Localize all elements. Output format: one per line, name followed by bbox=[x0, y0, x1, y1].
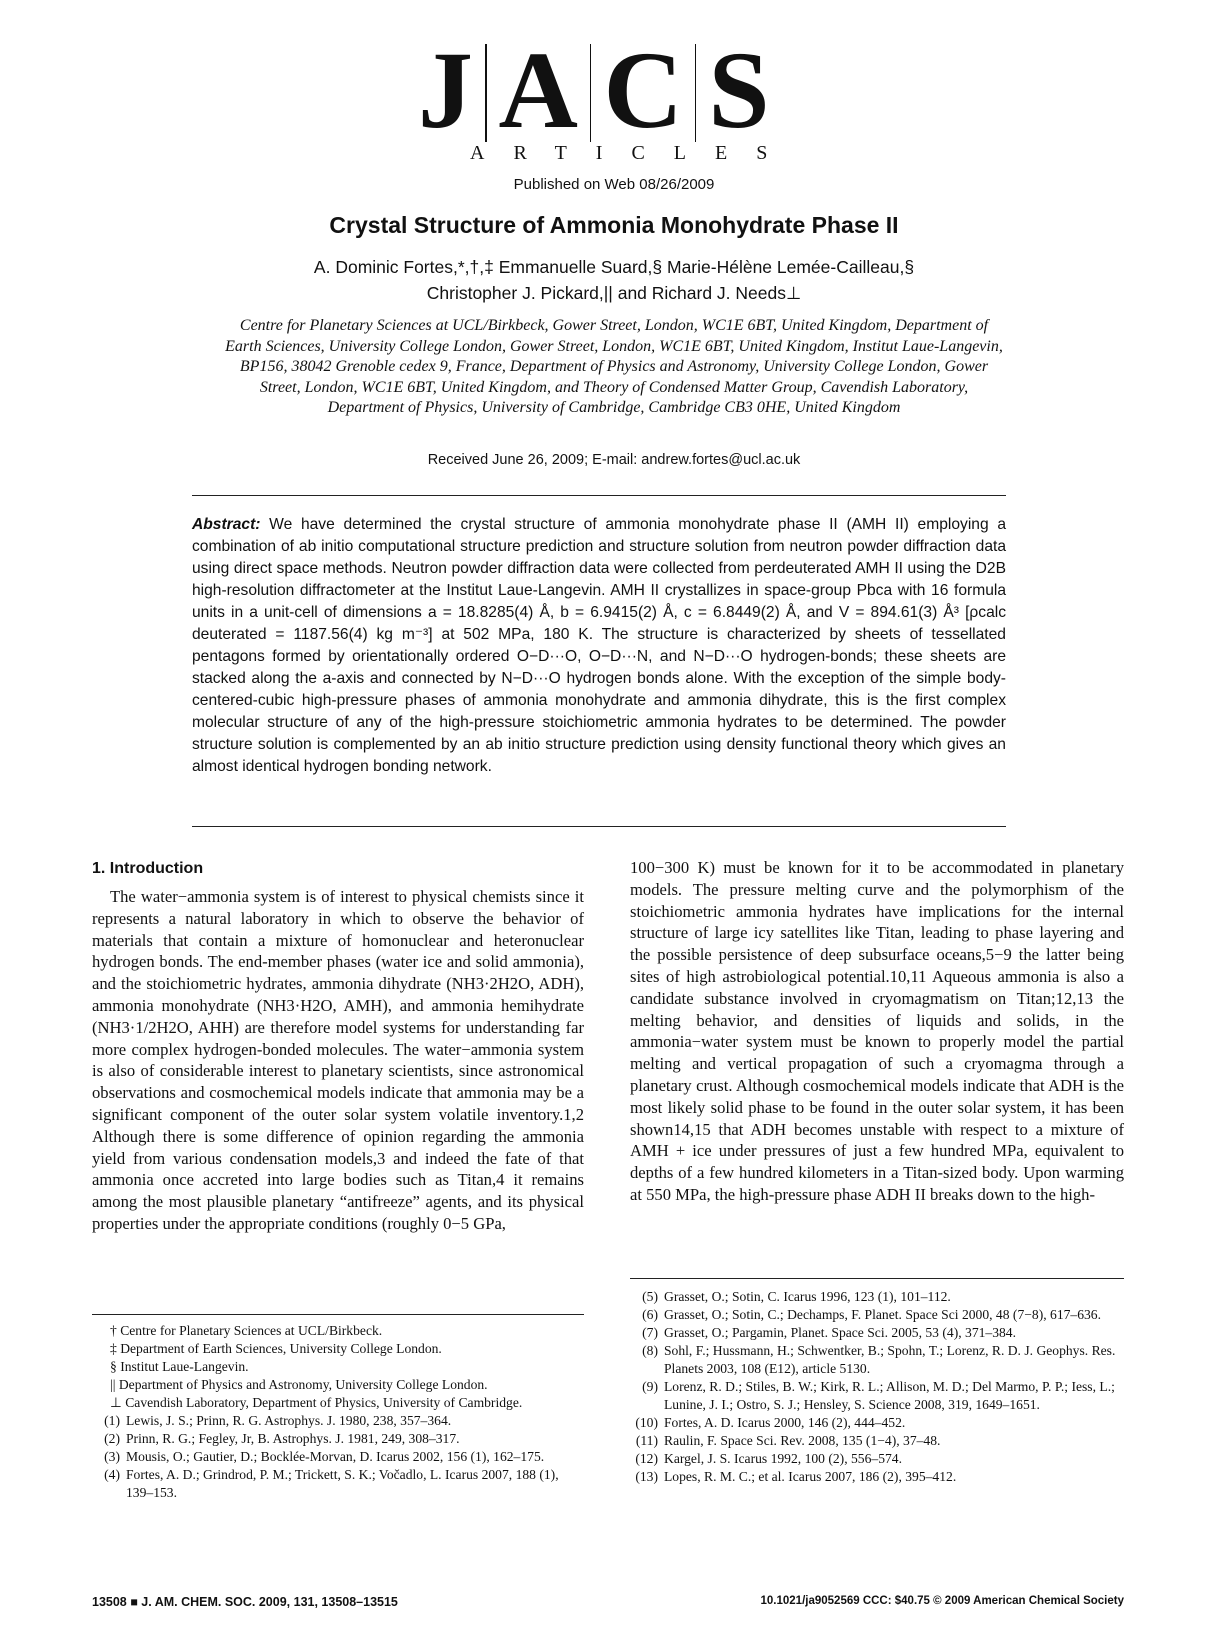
reference-item: (3) Mousis, O.; Gautier, D.; Bocklée-Morvan, D. Icarus 2002, 156 (1), 162–175. bbox=[104, 1449, 545, 1464]
body-paragraph: 100−300 K) must be known for it to be accommodated in planetary models. The pressure melting curve and the polymorphism of the stoichiometric ammonia hydrates have implications for the internal structure of large icy satellites like Titan, leading to phase layering and the possible persistence of deep subsurface oceans,5−9 the latter being sites of high astrobiological potential.10,11 Aqueous ammonia is also a candidate substance involved in cryomagmatism on Titan;12,13 the melting behavior, and densities of liquids and solids, in the ammonia−water system must be known to properly model the partial melting and vertical propagation of such a cryomagma through a planetary crust. Although cosmochemical models indicate that ADH is the most likely solid phase to be found in the outer solar system, it has been shown14,15 that ADH becomes unstable with respect to a mixture of AMH + ice under pressures of just a few hundred MPa, equivalent to depths of a few hundred kilometers in a Titan-sized body. Upon warming at 550 MPa, the high-pressure phase ADH II breaks down to the high- bbox=[630, 858, 1124, 1204]
reference-item: (6) Grasset, O.; Sotin, C.; Dechamps, F. Planet. Space Sci 2000, 48 (7−8), 617–636. bbox=[642, 1307, 1102, 1322]
affiliation-note: † Centre for Planetary Sciences at UCL/Birkbeck. bbox=[110, 1323, 383, 1338]
reference-item: (11) Raulin, F. Space Sci. Rev. 2008, 135 (1−4), 37–48. bbox=[635, 1433, 941, 1448]
reference-item: (13) Lopes, R. M. C.; et al. Icarus 2007, 186 (2), 395–412. bbox=[635, 1469, 957, 1484]
page-footer-citation: 13508 ■ J. AM. CHEM. SOC. 2009, 131, 13508–13515 bbox=[92, 1595, 398, 1609]
reference-item: (5) Grasset, O.; Sotin, C. Icarus 1996, 123 (1), 101–112. bbox=[642, 1289, 951, 1304]
affiliation-note: ⊥ Cavendish Laboratory, Department of Physics, University of Cambridge. bbox=[110, 1395, 523, 1410]
affiliations: Centre for Planetary Sciences at UCL/Birkbeck, Gower Street, London, WC1E 6BT, United Kingdom, Department of Earth Sciences, University College London, Gower Street, London, WC1E 6BT, United Kingdom, Institut Laue-Langevin, BP156, 38042 Grenoble cedex 9, France, Department of Physics and Astronomy, University College London, Gower Street, London, WC1E 6BT, United Kingdom, and Theory of Condensed Matter Group, Cavendish Laboratory, Department of Physics, University of Cambridge, Cambridge CB3 0HE, United Kingdom bbox=[225, 317, 1003, 416]
affiliation-note: § Institut Laue-Langevin. bbox=[110, 1359, 249, 1374]
logo-subtitle: ARTICLES bbox=[470, 142, 797, 164]
author-line: Christopher J. Pickard,|| and Richard J. Needs⊥ bbox=[426, 283, 802, 303]
abstract-bottom-rule bbox=[192, 826, 1006, 827]
logo-letter-a: A bbox=[498, 29, 578, 151]
body-column-right bbox=[630, 857, 1124, 1206]
reference-item: (4) Fortes, A. D.; Grindrod, P. M.; Trickett, S. K.; Vočadlo, L. Icarus 2007, 188 (1), 139–153. bbox=[104, 1467, 559, 1500]
section-heading: 1. Introduction bbox=[92, 860, 204, 877]
logo-divider bbox=[695, 44, 697, 142]
logo-letter-j: J bbox=[418, 29, 473, 151]
body-column-left bbox=[92, 886, 584, 1235]
page-footer-doi: 10.1021/ja9052569 CCC: $40.75 © 2009 American Chemical Society bbox=[760, 1595, 1124, 1607]
paper-title: Crystal Structure of Ammonia Monohydrate Phase II bbox=[329, 212, 899, 238]
logo-divider bbox=[590, 44, 592, 142]
publication-date: Published on Web 08/26/2009 bbox=[513, 176, 715, 193]
footnotes-right bbox=[630, 1288, 1124, 1486]
reference-item: (10) Fortes, A. D. Icarus 2000, 146 (2), 444–452. bbox=[635, 1415, 906, 1430]
author-line: A. Dominic Fortes,*,†,‡ Emmanuelle Suard,§ Marie-Hélène Lemée-Cailleau,§ bbox=[313, 257, 915, 277]
reference-item: (12) Kargel, J. S. Icarus 1992, 100 (2), 556–574. bbox=[635, 1451, 902, 1466]
footnotes-left bbox=[92, 1322, 584, 1502]
reference-item: (9) Lorenz, R. D.; Stiles, B. W.; Kirk, R. L.; Allison, M. D.; Del Marmo, P. P.; Iess, L.; Lunine, J. I.; Ostro, S. J.; Hensley, S. Science 2008, 319, 1649–1651. bbox=[642, 1379, 1115, 1412]
reference-item: (7) Grasset, O.; Pargamin, Planet. Space Sci. 2005, 53 (4), 371–384. bbox=[642, 1325, 1017, 1340]
abstract bbox=[192, 514, 1006, 778]
logo-divider bbox=[485, 44, 487, 142]
author-list bbox=[200, 254, 1028, 306]
reference-item: (1) Lewis, J. S.; Prinn, R. G. Astrophys. J. 1980, 238, 357–364. bbox=[104, 1413, 452, 1428]
received-line: Received June 26, 2009; E-mail: andrew.fortes@ucl.ac.uk bbox=[427, 452, 801, 468]
reference-item: (8) Sohl, F.; Hussmann, H.; Schwentker, B.; Spohn, T.; Lorenz, R. D. J. Geophys. Res. Planets 2003, 108 (E12), article 5130. bbox=[642, 1343, 1116, 1376]
affiliation-note: ‡ Department of Earth Sciences, University College London. bbox=[110, 1341, 442, 1356]
logo-letter-c: C bbox=[603, 29, 683, 151]
reference-item: (2) Prinn, R. G.; Fegley, Jr, B. Astrophys. J. 1981, 249, 308–317. bbox=[104, 1431, 460, 1446]
abstract-text: We have determined the crystal structure of ammonia monohydrate phase II (AMH II) employing a combination of ab initio computational structure prediction and structure solution from neutron powder diffraction data using direct space methods. Neutron powder diffraction data were collected from perdeuterated AMH II using the D2B high-resolution diffractometer at the Institut Laue-Langevin. AMH II crystallizes in space-group Pbca with 16 formula units in a unit-cell of dimensions a = 18.8285(4) Å, b = 6.9415(2) Å, c = 6.8449(2) Å, and V = 894.61(3) Å³ [ρcalc deuterated = 1187.56(4) kg m⁻³] at 502 MPa, 180 K. The structure is characterized by sheets of tessellated pentagons formed by orientationally ordered O−D···O, O−D···N, and N−D···O hydrogen-bonds; these sheets are stacked along the a-axis and connected by N−D···O hydrogen bonds alone. With the exception of the simple body-centered-cubic high-pressure phases of ammonia monohydrate and ammonia dihydrate, this is the first complex molecular structure of any of the high-pressure stoichiometric ammonia hydrates to be determined. The powder structure solution is complemented by an ab initio structure prediction using density functional theory which gives an almost identical hydrogen bonding network. bbox=[192, 516, 1006, 775]
abstract-label: Abstract: bbox=[192, 516, 261, 533]
logo-letter-s: S bbox=[708, 29, 770, 151]
journal-logo bbox=[418, 29, 798, 164]
footnote-rule-left bbox=[92, 1314, 584, 1315]
abstract-top-rule bbox=[192, 495, 1006, 496]
body-paragraph: The water−ammonia system is of interest to physical chemists since it represents a natural laboratory in which to observe the behavior of materials that contain a mixture of homonuclear and heteronuclear hydrogen bonds. The end-member phases (water ice and solid ammonia), and the stoichiometric hydrates, ammonia dihydrate (NH3·2H2O, ADH), ammonia monohydrate (NH3·H2O, AMH), and ammonia hemihydrate (NH3·1/2H2O, AHH) are therefore model systems for understanding far more complex hydrogen-bonded molecules. The water−ammonia system is also of considerable interest to planetary scientists, since astronomical observations and cosmochemical models indicate that ammonia may be a significant component of the outer solar system volatile inventory.1,2 Although there is some difference of opinion regarding the ammonia yield from various condensation models,3 and indeed the fate of that ammonia once accreted into large bodies such as Titan,4 it remains among the most plausible planetary “antifreeze” agents, and its physical properties under the appropriate conditions (roughly 0−5 GPa, bbox=[92, 887, 584, 1233]
affiliation-note: || Department of Physics and Astronomy, University College London. bbox=[110, 1377, 488, 1392]
footnote-rule-right bbox=[630, 1278, 1124, 1279]
